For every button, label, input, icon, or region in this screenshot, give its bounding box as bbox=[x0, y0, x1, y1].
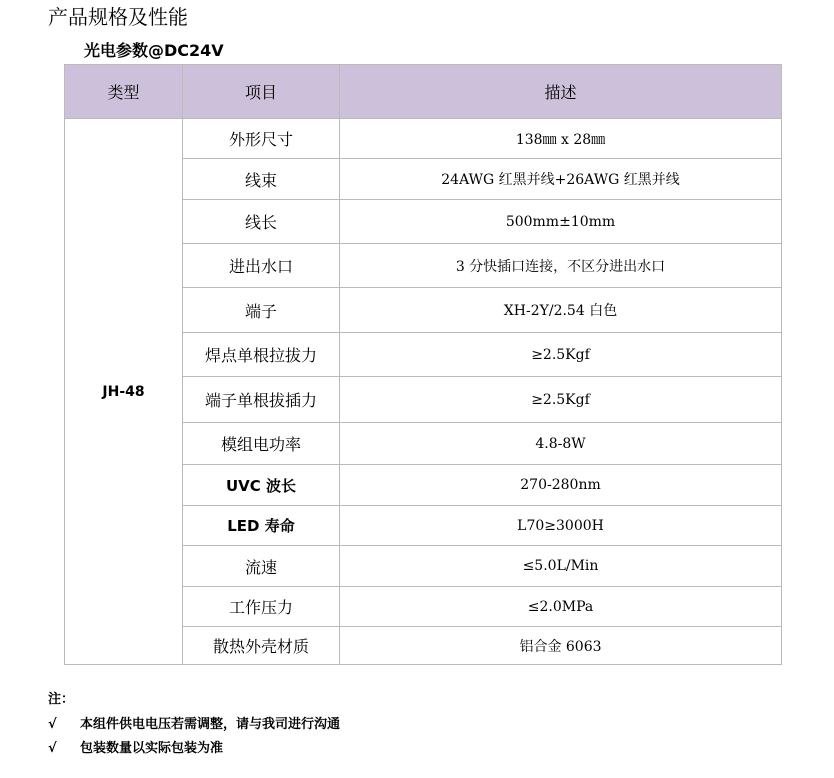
check-icon: √ bbox=[48, 741, 57, 756]
item-cell: UVC 波长 bbox=[183, 465, 340, 506]
note-item bbox=[48, 738, 340, 762]
note-text: 包装数量以实际包装为准 bbox=[80, 741, 224, 756]
table-header-row bbox=[65, 65, 782, 119]
desc-cell: 铝合金 6063 bbox=[340, 627, 782, 665]
notes-title: 注： bbox=[48, 692, 75, 707]
check-icon: √ bbox=[48, 717, 57, 732]
desc-cell: 138㎜ x 28㎜ bbox=[340, 119, 782, 159]
item-cell: 工作压力 bbox=[183, 587, 340, 627]
item-cell: 端子单根拔插力 bbox=[183, 377, 340, 423]
item-cell: 进出水口 bbox=[183, 244, 340, 288]
item-cell: 焊点单根拉拔力 bbox=[183, 333, 340, 377]
desc-cell: 500mm±10mm bbox=[340, 200, 782, 244]
desc-cell: XH-2Y/2.54 白色 bbox=[340, 288, 782, 333]
note-item bbox=[48, 714, 340, 738]
spec-table bbox=[64, 64, 782, 665]
desc-cell: ≥2.5Kgf bbox=[340, 377, 782, 423]
desc-cell: L70≥3000H bbox=[340, 506, 782, 546]
item-cell: 端子 bbox=[183, 288, 340, 333]
desc-cell: 3 分快插口连接，不区分进出水口 bbox=[340, 244, 782, 288]
item-cell: 流速 bbox=[183, 546, 340, 587]
item-cell: 散热外壳材质 bbox=[183, 627, 340, 665]
desc-cell: 4.8-8W bbox=[340, 423, 782, 465]
desc-cell: 24AWG 红黑并线+26AWG 红黑并线 bbox=[340, 159, 782, 200]
item-cell: 线长 bbox=[183, 200, 340, 244]
notes-section bbox=[48, 690, 340, 762]
item-cell: 线束 bbox=[183, 159, 340, 200]
desc-cell: ≤2.0MPa bbox=[340, 587, 782, 627]
item-cell: 外形尺寸 bbox=[183, 119, 340, 159]
table-row bbox=[65, 119, 782, 159]
desc-cell: 270-280nm bbox=[340, 465, 782, 506]
type-cell: JH-48 bbox=[65, 119, 183, 665]
desc-cell: ≥2.5Kgf bbox=[340, 333, 782, 377]
page-title: 产品规格及性能 bbox=[48, 5, 188, 29]
item-cell: LED 寿命 bbox=[183, 506, 340, 546]
header-type: 类型 bbox=[65, 65, 183, 119]
section-subtitle: 光电参数@DC24V bbox=[84, 41, 224, 60]
header-desc: 描述 bbox=[340, 65, 782, 119]
item-cell: 模组电功率 bbox=[183, 423, 340, 465]
note-text: 本组件供电电压若需调整，请与我司进行沟通 bbox=[80, 717, 341, 732]
desc-cell: ≤5.0L/Min bbox=[340, 546, 782, 587]
header-item: 项目 bbox=[183, 65, 340, 119]
